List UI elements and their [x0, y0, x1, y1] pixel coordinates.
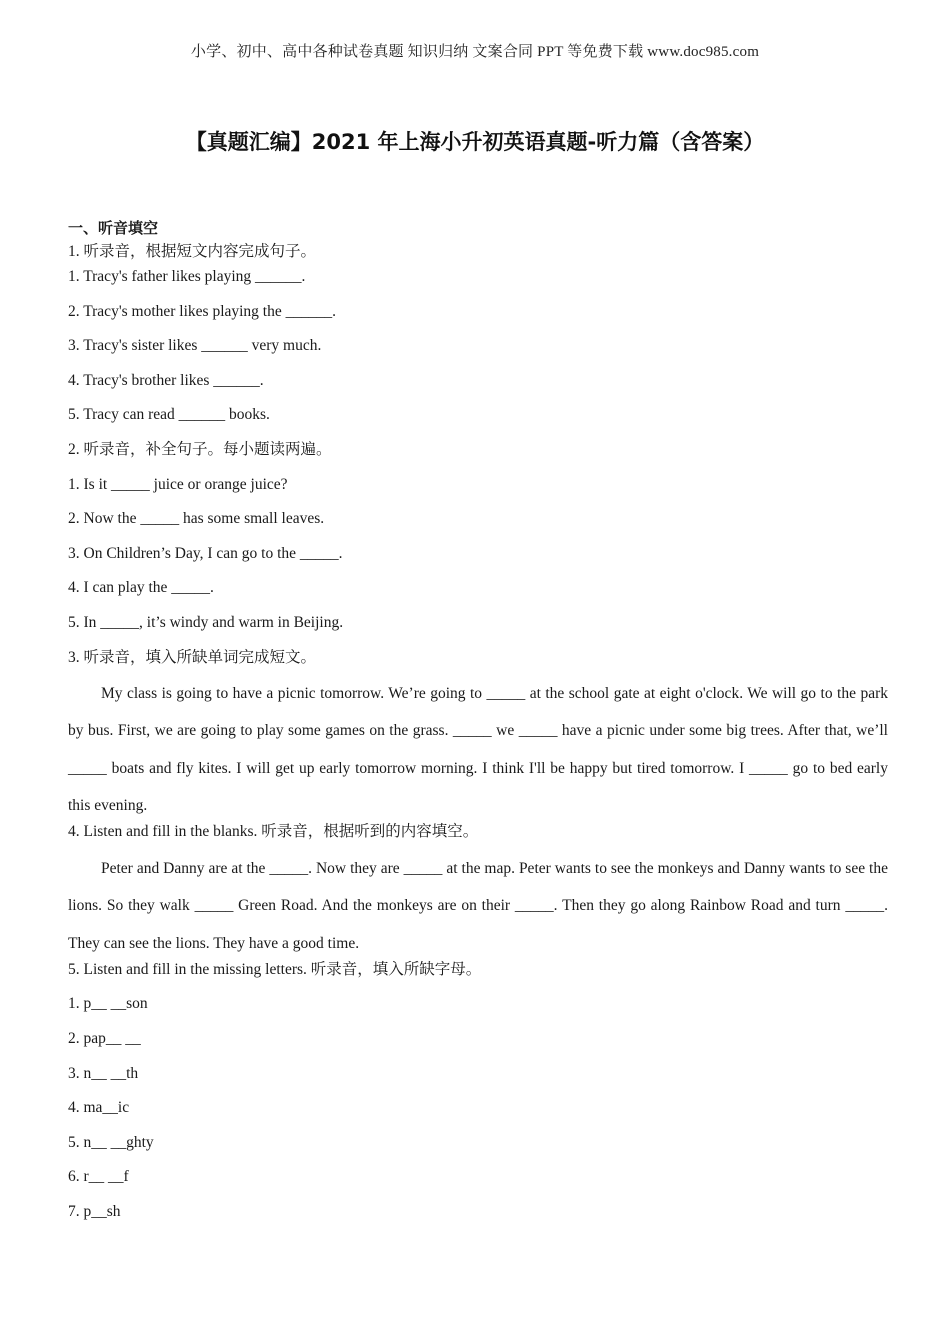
q1-item-1: 1. Tracy's father likes playing ______. — [68, 268, 306, 285]
q5-item-3: 3. n__ __th — [68, 1064, 139, 1082]
q5-item-7: 7. p__sh — [68, 1202, 121, 1220]
q2-item-2: 2. Now the _____ has some small leaves. — [68, 510, 325, 528]
q1-item-4: 4. Tracy's brother likes ______. — [68, 371, 264, 389]
document-body — [68, 216, 888, 1235]
q3-passage: My class is going to have a picnic tomorrow. We’re going to _____ at the school gate at eight o'clock. We will go to the park by bus. First, we are going to play some games on the grass. _____ we _____ have a picnic under some big trees. After that, we’ll _____ boats and fly kites. I will get up early tomorrow morning. I think I'll be happy but tired tomorrow. I _____ go to bed early this evening. — [68, 685, 888, 815]
document-title: 【真题汇编】2021 年上海小升初英语真题-听力篇（含答案） — [185, 130, 765, 154]
q2-item-4: 4. I can play the _____. — [68, 579, 214, 597]
q2-item-5: 5. In _____, it’s windy and warm in Beijing. — [68, 613, 344, 631]
q2-item-3: 3. On Children’s Day, I can go to the _____. — [68, 544, 343, 562]
q5-item-2: 2. pap__ __ — [68, 1029, 141, 1047]
q5-item-5: 5. n__ __ghty — [68, 1133, 154, 1151]
q4-instruction: 4. Listen and fill in the blanks. 听录音，根据听到的内容填空。 — [68, 823, 479, 841]
q2-item-1: 1. Is it _____ juice or orange juice? — [68, 475, 288, 493]
q1-item-5: 5. Tracy can read ______ books. — [68, 406, 270, 424]
q1-item-3: 3. Tracy's sister likes ______ very much. — [68, 337, 322, 355]
q2-instruction: 2. 听录音，补全句子。每小题读两遍。 — [68, 440, 332, 458]
q1-instruction: 1. 听录音，根据短文内容完成句子。 — [68, 243, 317, 260]
page-header: 小学、初中、高中各种试卷真题 知识归纳 文案合同 PPT 等免费下载 www.doc985.com — [190, 44, 760, 60]
q4-passage: Peter and Danny are at the _____. Now they are _____ at the map. Peter wants to see the monkeys and Danny wants to see the lions. So they walk _____ Green Road. And the monkeys are on their _____. Then they go along Rainbow Road and turn _____. They can see the lions. They have a good time. — [68, 859, 888, 952]
q5-item-4: 4. ma__ic — [68, 1099, 130, 1117]
q1-item-2: 2. Tracy's mother likes playing the ______. — [68, 302, 336, 320]
q5-item-6: 6. r__ __f — [68, 1168, 129, 1186]
section-heading: 一、听音填空 — [68, 219, 159, 237]
q5-item-1: 1. p__ __son — [68, 995, 148, 1013]
q3-instruction: 3. 听录音，填入所缺单词完成短文。 — [68, 648, 317, 666]
q5-instruction: 5. Listen and fill in the missing letters. 听录音，填入所缺字母。 — [68, 960, 482, 978]
